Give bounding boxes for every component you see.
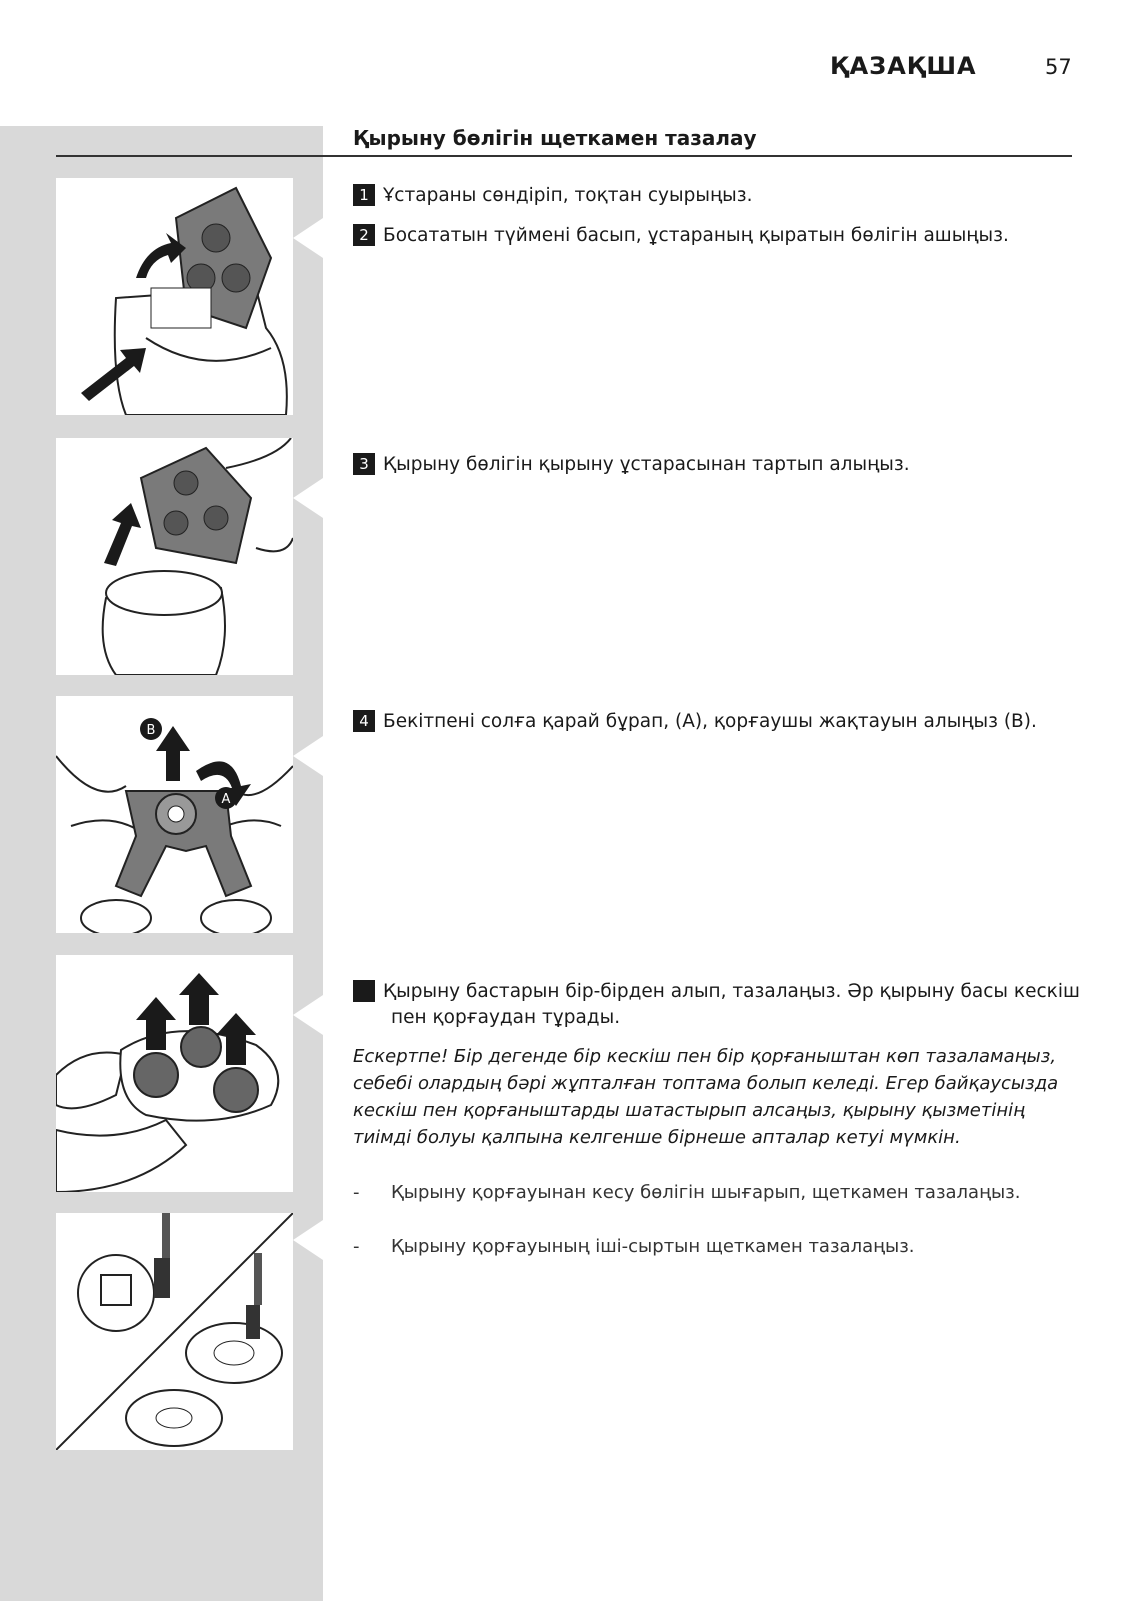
language-header: ҚАЗАҚША [830,52,977,80]
figure-pointer-3 [293,736,323,776]
page-number: 57 [1045,55,1072,79]
step-number: 3 [353,453,375,475]
figure-pointer-4 [293,995,323,1035]
bullet-dash: - [353,1182,360,1203]
brush-cleaning-illustration [56,1213,293,1450]
step-3 [353,452,1073,478]
title-rule [56,155,1072,157]
figure-pointer-5 [293,1220,323,1260]
figure-pointer-1 [293,218,323,258]
step-number: 1 [353,184,375,206]
bullet-item [353,1180,1073,1206]
step-2 [353,223,1073,249]
step-1 [353,183,1073,209]
bullet-dash: - [353,1236,360,1257]
bullet-item [353,1234,1073,1260]
step-text: Бекітпені солға қарай бұрап, (A), қорғаушы жақтауын алыңыз (B). [383,711,1037,732]
step-number: 4 [353,710,375,732]
figure-retaining-frame [56,696,293,933]
shaver-open-illustration [56,178,293,415]
label-b: B [146,723,156,738]
step-5 [340,979,1111,1031]
figure-pointer-2 [293,478,323,518]
label-a: A [221,792,231,807]
step-text: Қырыну бастарын бір-бірден алып, тазалаңыз. Әр қырыну басы кескіш пен қорғаудан тұрады. [383,981,1080,1028]
note-paragraph: Ескертпе! Бір дегенде бір кескіш пен бір қорғаныштан көп тазаламаңыз, себебі олардың бәрі жұпталған топтама болып келеді. Егер байқаусызда кескіш пен қорғаныштарды шатастырып алсаңыз, қырыну қызметінің тиімді болуы қалпына келгенше бірнеше апталар кетуі мүмкін. [353,1046,1059,1148]
section-title: Қырыну бөлігін щеткамен тазалау [353,126,757,150]
step-text: Қырыну бөлігін қырыну ұстарасынан тартып алыңыз. [383,454,910,475]
bullet-text: Қырыну қорғауынан кесу бөлігін шығарып, щеткамен тазалаңыз. [391,1182,1021,1203]
step-text: Ұстараны сөндіріп, тоқтан суырыңыз. [383,185,753,206]
step-4 [353,709,1073,735]
shaving-heads-illustration [56,955,293,1192]
step-number: 5 [353,980,375,1002]
figure-brush-cleaning [56,1213,293,1450]
figure-remove-heads [56,955,293,1192]
step-text: Босататын түймені басып, ұстараның қыратын бөлігін ашыңыз. [383,225,1009,246]
step-number: 2 [353,224,375,246]
shaver-remove-illustration [56,438,293,675]
figure-open-shaving-unit [56,178,293,415]
bullet-text: Қырыну қорғауының іші-сыртын щеткамен тазалаңыз. [391,1236,915,1257]
figure-remove-shaving-unit [56,438,293,675]
retaining-frame-illustration [56,696,293,933]
